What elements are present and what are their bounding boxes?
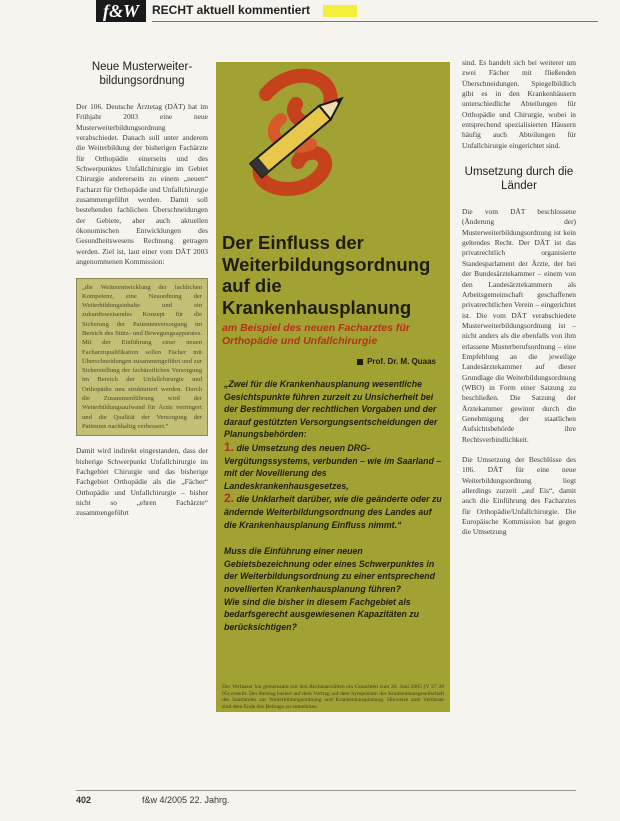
list-item-1: die Umsetzung des neuen DRG-Vergütungssystems, verbunden – wie im Saarland – mit der Novellierung des Landeskrankenhausgesetzes, — [224, 442, 442, 491]
pull-quote — [224, 378, 442, 531]
rubric-title: RECHT aktuell kommentiert — [152, 3, 311, 17]
author-note: Der Verfasser hat gemeinsam mit den Rechtsanwälten ein Gutachten zum 20. Juni 2005 (V 27 28 05) erstellt. Der Beitrag basiert auf dem Vortrag auf dem Symposium der Krankenhausgesellschaft des Saarlandes zur Weiterbildungsordnung und Krankenhausplanung. Hinweise zum Verfasser sind dem Ende des Beitrags zu entnehmen. — [222, 684, 444, 711]
header-rule — [152, 21, 598, 22]
paragraph-pencil-illustration — [226, 64, 366, 204]
left-paragraph-1: Der 106. Deutsche Ärztetag (DÄT) hat im Frühjahr 2003 eine neue Musterweiterbildungsordnung verabschiedet. Danach soll unter anderem die Weiterbildung der bisherigen Fachärzte für Orthopädie einerseits und des Schwerpunktes Unfallchirurgie im Gebiet Chirurgie andererseits zu einem „neuen“ Facharzt für Orthopädie und Unfallchirurgie zusammengeführt werden. Damit soll bestehenden fachlichen Überschneidungen der Gebiete, aber auch aktuellen ökonomischen Entwicklungen des Gesundheitswesens Rechnung getragen werden. Ziel ist, laut einer vom DÄT 2003 angenommenen Kommission: — [76, 102, 208, 267]
author-name: Prof. Dr. M. Quaas — [367, 357, 436, 366]
question-block — [224, 545, 442, 633]
author-bullet-icon — [357, 359, 363, 365]
list-number-2: 2. — [224, 491, 235, 506]
page-header — [0, 0, 620, 24]
section-heading-musterweiterbildungsordnung: Neue Musterweiter-bildungsordnung — [91, 61, 193, 87]
pull-quote-intro: „Zwei für die Krankenhausplanung wesentliche Gesichtspunkte führen zurzeit zu Unsicherheit bei der Bestimmung der rechtlichen Vorgaben und der darauf gestützten Versorgungsentscheidungen der Planungsbehörden: — [224, 379, 438, 440]
right-paragraph-2: Die vom DÄT beschlossene (Änderung der) Musterweiterbildungsordnung ist kein geltendes Recht. Der DÄT ist das privatrechtlich organisierte Standesparlament der Ärzte, der bei der Bundesärztekammer – einem von den Landesärztekammern als Arbeitsgemeinschaft geschaffenen privatrechtlichen Verein – eingerichtet ist. Die vom DÄT verabschiedete Musterweiterbildungsordnung ist – nicht anders als die ebenfalls von ihm erlassene Musterberufsordnung – eine Empfehlung an die jeweilige Landesärztekammer auf dieser Grundlage die Weiterbildungsordnung (WBO) in Form einer Satzung zu beschließen. Die Satzung der Ärztekammer gewinnt durch die Genehmigung der staatlichen Aufsichtsbehörde ihre Rechtsverbindlichkeit. — [462, 207, 576, 444]
question-2: Wie sind die bisher in diesem Fachgebiet als bedarfsgerecht ausgewiesenen Kapazitäten zu berücksichtigen? — [224, 596, 420, 632]
article-title: Der Einfluss der Weiterbildungsordnung auf die Krankenhausplanung — [222, 232, 431, 318]
author-line — [216, 357, 436, 366]
section-heading-umsetzung: Umsetzung durch die Länder — [464, 166, 574, 193]
rubric-highlight-tag — [323, 5, 357, 17]
question-1: Muss die Einführung einer neuen Gebietsbezeichnung oder eines Schwerpunktes in der Weiterbildungsordnung zu einer entsprechend novellierten Krankenhausplanung führen? — [224, 546, 435, 594]
page-number: 402 — [76, 795, 92, 805]
right-column — [462, 58, 576, 538]
left-column — [76, 60, 208, 519]
feature-panel — [216, 62, 450, 712]
quote-box: „die Weiterentwicklung der fachlichen Kompetenz, eine Neuordnung der Weiterbildungsinhalte und ein zukunftsweisendes Konzept für die Sicherung der Patientenversorgung im Bereich des Stütz- und Bewegungsapparates. Mit der Einführung einer neuen Facharztqualifikation sollen Fächer mit Überschneidungen zusammengeführt und zur Sicherstellung der fachärztlichen Versorgung im Bereich der Unfallchirurgie und Orthopädie neu strukturiert werden. Durch die Zusammenführung wird der Weiterbildungsaufwand für Ärzte verringert und die Qualität der Versorgung der Patienten nachhaltig verbessert.“ — [76, 278, 208, 437]
journal-logo: f&W — [96, 0, 146, 22]
article-subtitle: am Beispiel des neuen Facharztes für Orthopädie und Unfallchirurgie — [222, 322, 410, 347]
journal-issue: f&w 4/2005 22. Jahrg. — [142, 795, 230, 805]
left-paragraph-2: Damit wird indirekt eingestanden, dass der bisherige Schwerpunkt Unfallchirurgie im Fachgebiet Chirurgie und das bisherige Fachgebiet Orthopädie als die „Fächer“ Orthopädie und Unfallchirurgie – bisher nicht so „ehren Fachärzte“ zusammengeführt — [76, 446, 208, 518]
right-paragraph-3: Die Umsetzung der Beschlüsse des 106. DÄT für eine neue Weiterbildungsordnung liegt allerdings zurzeit „auf Eis“, damit auch die Einführung des Facharztes für Orthopädie/Unfallchirurgie. Die Europäische Kommission hat gegen die Umsetzung — [462, 455, 576, 537]
list-item-2: die Unklarheit darüber, wie die geänderte oder zu ändernde Weiterbildungsordnung des Landes auf die Krankenhausplanung Einfluss nimmt.“ — [224, 494, 442, 530]
footer-rule — [76, 790, 576, 791]
list-number-1: 1. — [224, 439, 235, 454]
panel-content — [216, 232, 450, 633]
right-paragraph-1: sind. Es handelt sich bei weiterer um zwei Fächer mit fließenden Überschneidungen. Spiegelbildlich gibt es in den Krankenhäusern unterschiedliche Abteilungen für Orthopädie und Chirurgie, wobei in entsprechend spezialisierten Häusern häufig auch Abteilungen für Unfallchirurgie eingerichtet sind. — [462, 58, 576, 150]
